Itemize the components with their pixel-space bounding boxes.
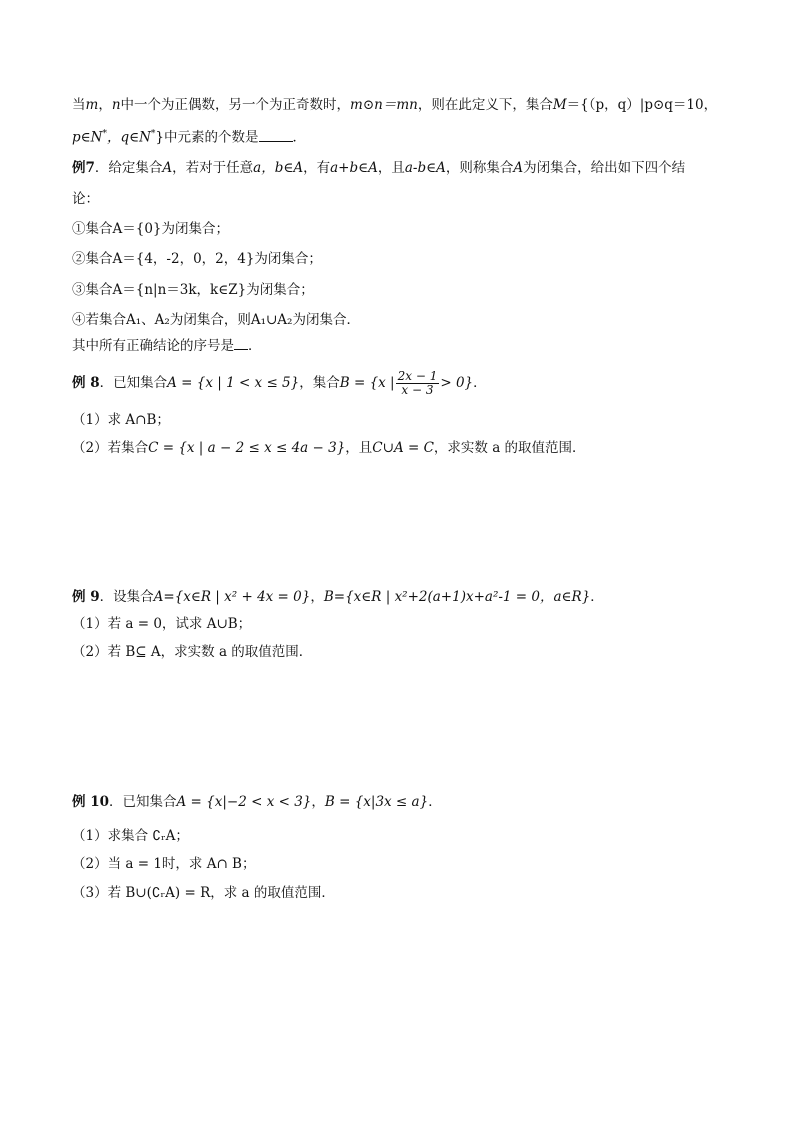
intro-line-1 [72, 95, 717, 115]
ex9-question-2: （2）若 B⊆ A，求实数 a 的取值范围． [72, 644, 313, 660]
ex10-text: ．已知集合 [109, 794, 177, 810]
ex10-label: 例 10 [72, 794, 109, 810]
ex7-item [72, 219, 229, 239]
intro-text: 中一个为正偶数，另一个为正奇数时， [120, 97, 351, 113]
ex7-line-1 [72, 158, 685, 178]
period: ． [292, 129, 306, 146]
cond-p: p∈N [72, 129, 103, 146]
item-text: 集合A＝{4，-2，0，2，4}为闭集合； [85, 251, 322, 267]
ex8-text: ，求实数 a 的取值范围． [433, 440, 586, 456]
ex8-text: （2）若集合 [72, 440, 149, 456]
ex7-text: ，有 [303, 160, 331, 176]
ex9-text: ．设集合 [99, 589, 154, 605]
item-text: 若集合A₁、A₂为闭集合，则A₁∪A₂为闭集合． [85, 312, 360, 328]
star: * [102, 129, 107, 139]
ex7-label: 例7 [72, 160, 95, 176]
ex7-line-2 [72, 189, 99, 209]
period: ． [590, 589, 604, 605]
ex10-set-A: A = {x|−2 < x < 3} [176, 794, 312, 810]
fraction-denominator: x − 3 [401, 383, 434, 397]
ex8-text: ，且 [345, 440, 373, 456]
ex7-amb: a-b∈A [404, 160, 446, 176]
ex10-q3 [72, 883, 335, 903]
var-m: m [85, 97, 99, 113]
ex7-text: 为闭集合，给出如下四个结 [523, 160, 686, 176]
ex7-item [72, 249, 322, 269]
star: * [150, 129, 156, 139]
ex8-q2 [72, 438, 586, 458]
ex7-text: ，若对于任意 [172, 160, 254, 176]
var-n: n [111, 97, 121, 113]
cond-q: ，q∈N [106, 129, 151, 146]
ex8-fraction [396, 370, 440, 397]
ex8-set-A: A = {x | 1 < x ≤ 5} [167, 375, 300, 391]
ex7-text: 论： [72, 191, 99, 207]
ex7-ab: a，b∈A [253, 160, 304, 176]
item-number: ① [72, 221, 86, 237]
answer-blank[interactable] [259, 129, 293, 142]
comma: ， [98, 97, 112, 113]
ex8-set-C: C = {x | a − 2 ≤ x ≤ 4a − 3} [148, 440, 346, 456]
ex7-apb: a+b∈A [330, 160, 378, 176]
ex8-set-B-pre: B = {x | [339, 375, 395, 391]
ex7-item [72, 280, 314, 300]
ex7-text: ．给定集合 [94, 160, 163, 176]
comma: ， [311, 794, 325, 810]
set-M-def: ＝{（p，q）|p⊙q＝10， [566, 97, 718, 113]
ex8-set-B-post: > 0} [440, 375, 474, 391]
ex9-set-A: A={x∈R | x² + 4x = 0} [153, 589, 311, 605]
ex8-condition: C∪A = C [372, 440, 434, 456]
item-number: ④ [72, 312, 86, 328]
intro-question: }中元素的个数是 [155, 129, 259, 146]
item-text: 集合A＝{0}为闭集合； [85, 221, 230, 237]
ex7-item [72, 310, 360, 330]
ex10-line-1 [72, 792, 442, 812]
var-A: A [513, 160, 524, 176]
fraction-numerator: 2x − 1 [397, 369, 438, 383]
ex7-text: ，且 [377, 160, 405, 176]
ex8-line-1 [72, 368, 487, 398]
ex9-q1 [72, 614, 251, 634]
var-M: M [552, 97, 567, 113]
ex7-question: 其中所有正确结论的序号是 [72, 338, 234, 354]
period: ． [248, 338, 262, 354]
ex9-set-B: B={x∈R | x²+2(a+1)x+a²-1 = 0，a∈R} [323, 589, 591, 605]
ex10-question-1: （1）求集合 ∁ᵣA； [72, 828, 189, 844]
var-A: A [162, 160, 173, 176]
ex10-question-3: （3）若 B∪(∁ᵣA) = R，求 a 的取值范围． [72, 885, 335, 901]
period: ． [428, 794, 442, 810]
ex10-q1 [72, 826, 189, 846]
ex9-q2 [72, 642, 312, 662]
ex9-question-1: （1）若 a = 0，试求 A∪B； [72, 616, 252, 632]
ex8-label: 例 8 [72, 375, 100, 391]
ex10-question-2: （2）当 a = 1时，求 A∩ B； [72, 856, 256, 872]
period: ． [473, 375, 487, 391]
item-number: ③ [72, 282, 86, 298]
item-number: ② [72, 251, 86, 267]
comma: ， [310, 589, 324, 605]
ex8-text: ．已知集合 [99, 375, 168, 391]
intro-text: 当 [72, 97, 86, 113]
ex9-label: 例 9 [72, 589, 100, 605]
ex9-line-1 [72, 587, 604, 607]
ex8-text: ，集合 [299, 375, 340, 391]
ex7-text: ，则称集合 [445, 160, 514, 176]
ex10-set-B: B = {x|3x ≤ a} [324, 794, 429, 810]
ex8-q1 [72, 410, 170, 430]
ex10-q2 [72, 854, 255, 874]
intro-line-2 [72, 124, 306, 148]
ex7-question-line [72, 336, 262, 356]
answer-blank[interactable] [234, 337, 248, 350]
ex8-question-1: （1）求 A∩B； [72, 412, 170, 428]
intro-text: ，则在此定义下，集合 [417, 97, 553, 113]
item-text: 集合A＝{n|n＝3k，k∈Z}为闭集合； [85, 282, 314, 298]
op-definition: m⊙n＝mn [350, 97, 418, 113]
